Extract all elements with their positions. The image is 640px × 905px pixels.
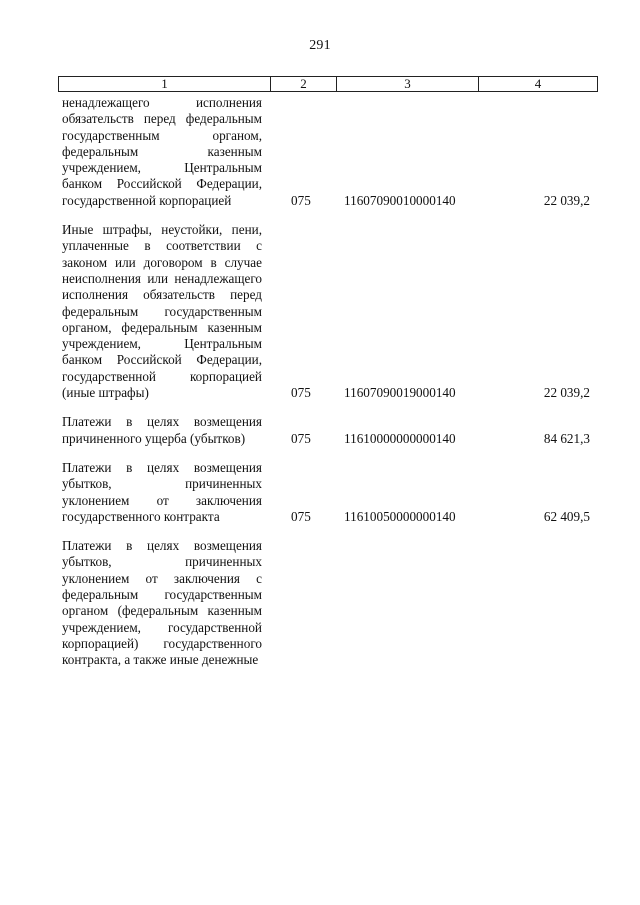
row-code: 075	[291, 430, 311, 446]
row-amount: 22 039,2	[543, 192, 590, 208]
row-kbk: 11607090010000140	[344, 192, 456, 208]
row-code: 075	[291, 385, 311, 401]
page-number: 291	[309, 38, 331, 53]
table-row	[62, 414, 602, 447]
table-row	[62, 95, 602, 209]
row-kbk: 11607090019000140	[344, 385, 456, 401]
row-amount: 62 409,5	[543, 508, 590, 524]
row-description: ненадлежащего исполнения обязательств перед федеральным государственным органом, федеральным казенным учреждением, Центральным банком Российской Федерации, государственной корпорацией	[62, 95, 262, 208]
row-code: 075	[291, 508, 311, 524]
table-header	[58, 76, 598, 92]
row-description: Платежи в целях возмещения причиненного ущерба (убытков)	[62, 414, 262, 446]
table-row	[62, 460, 602, 525]
row-kbk: 11610050000000140	[344, 508, 456, 524]
row-description: Платежи в целях возмещения убытков, причиненных уклонением от заключения с федеральным государственным органом (федеральным казенным учреждением, государственной корпорацией) государственного контракта, а также иные денежные	[62, 538, 262, 668]
row-code: 075	[291, 192, 311, 208]
column-header-1: 1	[59, 77, 271, 91]
row-amount: 84 621,3	[543, 430, 590, 446]
row-amount: 22 039,2	[543, 385, 590, 401]
column-header-4: 4	[534, 76, 542, 91]
table-body	[62, 95, 602, 681]
column-header-2: 2	[271, 77, 337, 91]
table-row	[62, 538, 602, 668]
column-header-3: 3	[337, 77, 479, 91]
table-row	[62, 222, 602, 401]
row-kbk: 11610000000000140	[344, 430, 456, 446]
row-description: Иные штрафы, неустойки, пени, уплаченные в соответствии с законом или договором в случае неисполнения или ненадлежащего исполнения обязательств перед федеральным государственным органом, федеральным казенным учреждением, Центральным банком Российской Федерации, государственной корпорацией (иные штрафы)	[62, 222, 262, 401]
row-description: Платежи в целях возмещения убытков, причиненных уклонением от заключения государственного контракта	[62, 459, 262, 524]
